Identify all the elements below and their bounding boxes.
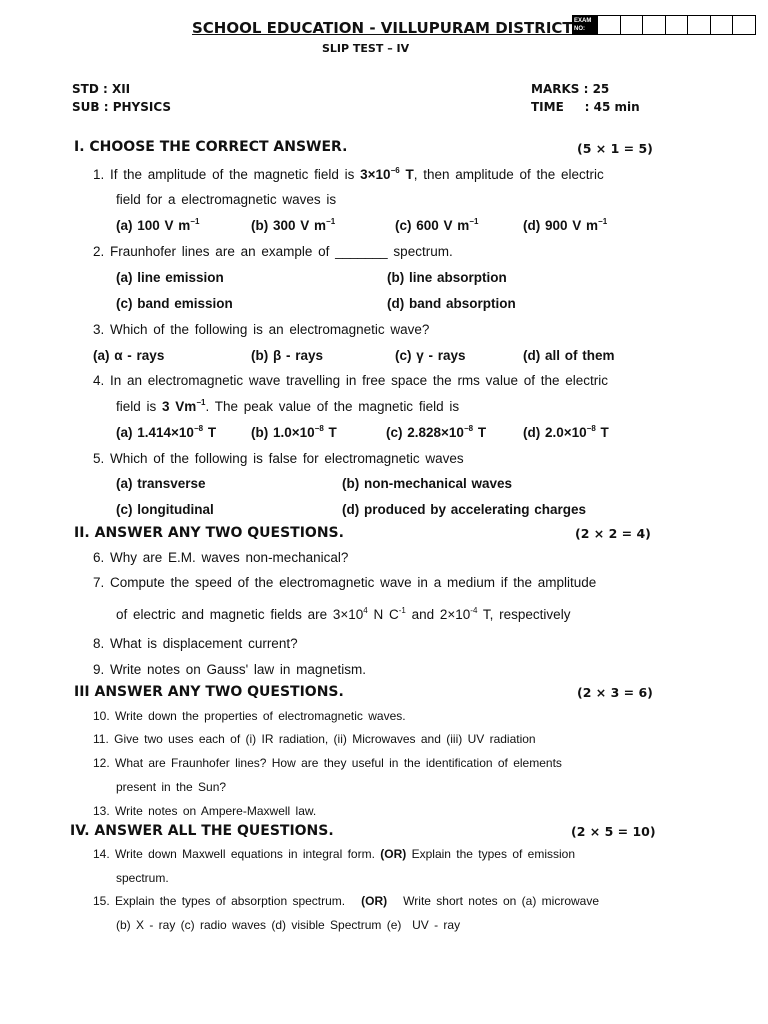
section-2-heading: II. ANSWER ANY TWO QUESTIONS. bbox=[74, 525, 344, 541]
question-14-line-2: spectrum. bbox=[116, 871, 169, 885]
exam-digit-cell bbox=[620, 16, 643, 34]
question-13: 13. Write notes on Ampere-Maxwell law. bbox=[93, 804, 317, 818]
question-2-option-c: (c) band emission bbox=[116, 296, 233, 311]
question-7-line-2: of electric and magnetic fields are $3\times 10^4$ N $C^{-1}$ and $2\times 10^{-4}$ T, respectively bbox=[116, 606, 571, 622]
question-12-line-1: 12. What are Fraunhofer lines? How are they useful in the identification of elements bbox=[93, 756, 562, 770]
question-1-option-c: (c) 600 V $m^{-1}$ bbox=[395, 217, 479, 233]
exam-number-label: EXAM NO: bbox=[573, 16, 597, 34]
question-12-line-2: present in the Sun? bbox=[116, 780, 227, 794]
question-4-option-d: (d) $2.0\times 10^{-8}$ T bbox=[523, 424, 609, 440]
exam-digit-cell bbox=[642, 16, 665, 34]
question-4-option-b: (b) $1.0\times 10^{-8}$ T bbox=[251, 424, 337, 440]
question-7-line-1: 7. Compute the speed of the electromagnetic wave in a medium if the amplitude bbox=[93, 575, 597, 590]
question-4-line-1: 4. In an electromagnetic wave travelling in free space the rms value of the electric bbox=[93, 373, 608, 388]
time-label: TIME : 45 min bbox=[531, 100, 640, 114]
question-5-option-d: (d) produced by accelerating charges bbox=[342, 502, 587, 517]
question-8: 8. What is displacement current? bbox=[93, 636, 298, 651]
exam-number-box bbox=[572, 15, 756, 35]
question-1-line-1: 1. If the amplitude of the magnetic field is $3\times 10^{-6}$ T, then amplitude of the electric bbox=[93, 166, 604, 182]
question-15-line-1: 15. Explain the types of absorption spectrum. (OR) Write short notes on (a) microwave bbox=[93, 894, 600, 908]
question-4-line-2: field is 3 $Vm^{-1}$. The peak value of the magnetic field is bbox=[116, 398, 460, 414]
exam-digit-cell bbox=[665, 16, 688, 34]
question-5-option-b: (b) non-mechanical waves bbox=[342, 476, 513, 491]
question-2-option-a: (a) line emission bbox=[116, 270, 224, 285]
question-1-line-2: field for a electromagnetic waves is bbox=[116, 192, 337, 207]
section-3-heading: III ANSWER ANY TWO QUESTIONS. bbox=[74, 684, 344, 700]
question-5-option-a: (a) transverse bbox=[116, 476, 206, 491]
question-1-option-d: (d) 900 V $m^{-1}$ bbox=[523, 217, 608, 233]
question-3-line-1: 3. Which of the following is an electromagnetic wave? bbox=[93, 322, 430, 337]
subject-label: SUB : PHYSICS bbox=[72, 100, 171, 114]
section-3-marks: (2 × 3 = 6) bbox=[577, 685, 653, 700]
question-3-option-c: (c) γ - rays bbox=[395, 348, 466, 363]
question-3-option-a: (a) α - rays bbox=[93, 348, 165, 363]
question-2-option-b: (b) line absorption bbox=[387, 270, 507, 285]
exam-digit-cell bbox=[687, 16, 710, 34]
question-4-option-c: (c) $2.828\times 10^{-8}$ T bbox=[386, 424, 487, 440]
question-5-line-1: 5. Which of the following is false for electromagnetic waves bbox=[93, 451, 464, 466]
paper-subtitle: SLIP TEST – IV bbox=[322, 42, 410, 55]
std-label: STD : XII bbox=[72, 82, 131, 96]
question-10: 10. Write down the properties of electromagnetic waves. bbox=[93, 709, 406, 723]
question-3-option-d: (d) all of them bbox=[523, 348, 615, 363]
question-3-option-b: (b) β - rays bbox=[251, 348, 324, 363]
paper-title: SCHOOL EDUCATION - VILLUPURAM DISTRICT bbox=[192, 19, 573, 37]
section-4-heading: IV. ANSWER ALL THE QUESTIONS. bbox=[70, 823, 334, 839]
question-5-option-c: (c) longitudinal bbox=[116, 502, 214, 517]
question-2-option-d: (d) band absorption bbox=[387, 296, 516, 311]
exam-digit-cell bbox=[710, 16, 733, 34]
section-1-heading: I. CHOOSE THE CORRECT ANSWER. bbox=[74, 139, 348, 155]
question-11: 11. Give two uses each of (i) IR radiation, (ii) Microwaves and (iii) UV radiation bbox=[93, 732, 536, 746]
question-9: 9. Write notes on Gauss' law in magnetism. bbox=[93, 662, 366, 677]
question-1-option-a: (a) 100 V $m^{-1}$ bbox=[116, 217, 200, 233]
marks-label: MARKS : 25 bbox=[531, 82, 610, 96]
section-1-marks: (5 × 1 = 5) bbox=[577, 141, 653, 156]
section-2-marks: (2 × 2 = 4) bbox=[575, 526, 651, 541]
question-4-option-a: (a) $1.414\times 10^{-8}$ T bbox=[116, 424, 217, 440]
question-1-option-b: (b) 300 V $m^{-1}$ bbox=[251, 217, 336, 233]
question-15-line-2: (b) X - ray (c) radio waves (d) visible Spectrum (e) UV - ray bbox=[116, 918, 461, 932]
question-2-line-1: 2. Fraunhofer lines are an example of _______ spectrum. bbox=[93, 244, 453, 259]
exam-digit-cell bbox=[597, 16, 620, 34]
question-6: 6. Why are E.M. waves non-mechanical? bbox=[93, 550, 349, 565]
question-14-line-1: 14. Write down Maxwell equations in integral form. (OR) Explain the types of emission bbox=[93, 847, 576, 861]
exam-digit-cell bbox=[732, 16, 755, 34]
section-4-marks: (2 × 5 = 10) bbox=[571, 824, 656, 839]
